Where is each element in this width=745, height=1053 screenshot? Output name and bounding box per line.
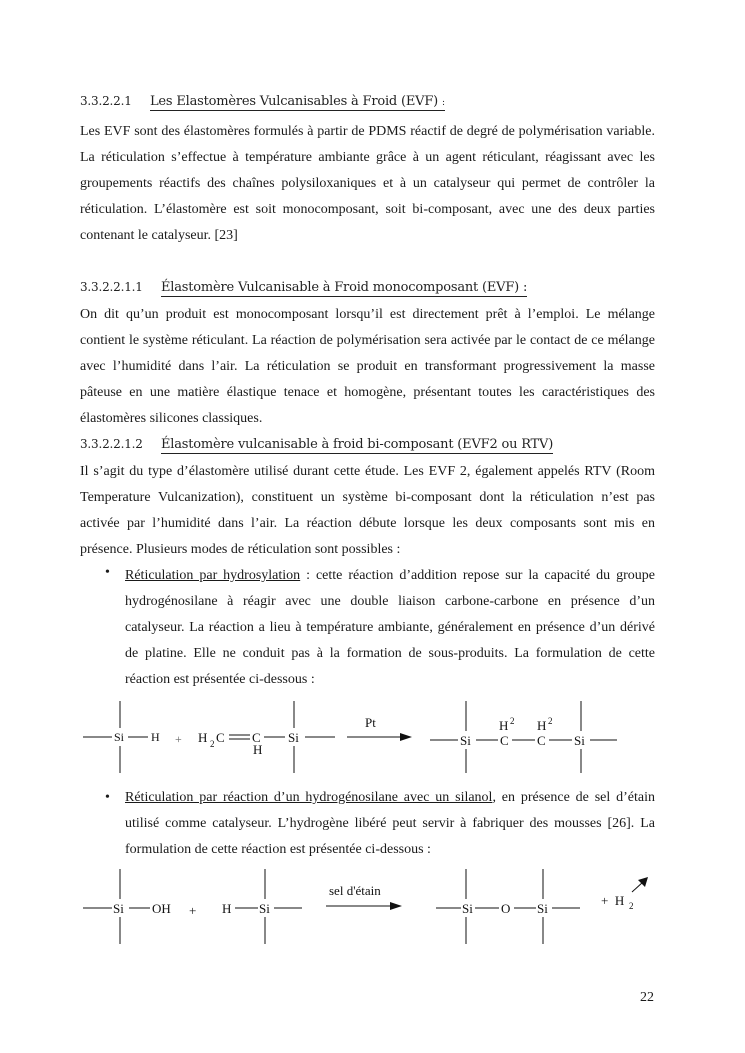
section-title-colon: : [441,98,445,108]
atom-h: H [499,718,509,733]
group-oh: OH [152,901,171,916]
section-number: 3.3.2.2.1 [80,94,132,108]
paragraph-monocomposant: On dit qu’un produit est monocomposant lorsqu’il est directement prêt à l’emploi. Le mélange contient le système réticulant. La réaction de polymérisation sera activée par le contact de ce mélange avec l’humidité dans l’air. La réticulation se produit en transformant progressivement la masse pâteuse en une matière élastique tenace et homogène, présentant toutes les caractéristiques des élastomères silicones classiques. [80,307,655,426]
subscript-2: 2 [210,739,215,749]
bullet-hydrosylation [125,563,655,693]
atom-h: H [537,718,547,733]
plus-sign: + [175,732,182,746]
atom-o: O [501,901,511,916]
hydrogen-byproduct: + H [601,893,625,908]
atom-h: H [253,742,263,757]
superscript-2: 2 [548,716,553,726]
arrow-head [390,902,402,910]
section-title: Élastomère vulcanisable à froid bi-composant (EVF2 ou RTV) [161,437,554,452]
atom-si: Si [259,901,270,916]
reaction-silanol-diagram [0,867,745,947]
bullet-lead: Réticulation par hydrosylation [125,568,301,583]
atom-c: C [537,733,546,748]
atom-si: Si [537,901,548,916]
arrow-head [400,733,412,741]
plus-sign: + [189,903,197,918]
bullet-text: : cette réaction d’addition repose sur la capacité du groupe hydrogénosilane à réagir avec une double liaison carbone-carbone en présence d’un catalyseur. La réaction a lieu à température ambiante, généralement en présence d’un dérivé de platine. Elle ne conduit pas à la formation de sous-produits. La formulation de cette réaction est présentée ci-dessous : [125,568,656,687]
bullet-marker: • [105,565,110,580]
superscript-2: 2 [510,716,515,726]
atom-si: Si [574,733,585,748]
atom-h: H [198,730,208,745]
section-number: 3.3.2.2.1.2 [80,437,143,451]
bullet-silanol [125,785,655,863]
section-heading-3-3-2-2-1 [80,94,445,109]
reaction-hydrosylation-diagram [0,695,745,785]
subscript-2: 2 [629,901,634,911]
atom-si: Si [114,730,125,744]
section-heading-3-3-2-2-1-2 [80,437,553,452]
section-number: 3.3.2.2.1.1 [80,280,143,294]
atom-h: H [151,730,160,744]
bullet-marker: • [105,790,110,805]
section-heading-3-3-2-2-1-1 [80,280,527,295]
atom-si: Si [460,733,471,748]
section-title [150,94,445,111]
atom-si: Si [462,901,473,916]
catalyst-label: sel d'étain [329,883,381,898]
section-title-text: Les Elastomères Vulcanisables à Froid (EVF) [150,94,439,109]
atom-c: C [216,730,225,745]
atom-h: H [222,901,232,916]
atom-si: Si [113,901,124,916]
atom-c: C [252,730,261,745]
page-number: 22 [640,990,654,1005]
paragraph-evf-intro: Les EVF sont des élastomères formulés à partir de PDMS réactif de degré de polymérisation variable. La réticulation s’effectue à température ambiante grâce à un agent réticulant, réagissant avec les groupements réactifs des chaînes polysiloxaniques et à un catalyseur qui permet de contrôler la réticulation. L’élastomère est soit monocomposant, soit bi-composant, avec une des deux parties contenant le catalyseur. [23] [80,124,655,243]
atom-si: Si [288,730,299,745]
atom-c: C [500,733,509,748]
catalyst-label: Pt [365,715,376,730]
bullet-lead: Réticulation par réaction d’un hydrogénosilane avec un silanol [125,790,493,805]
paragraph-bicomposant: Il s’agit du type d’élastomère utilisé durant cette étude. Les EVF 2, également appelés RTV (Room Temperature Vulcanization), constituent un système bi-composant dont la réticulation n’est pas activée par l’humidité dans l’air. La réaction débute lorsque les deux composants sont mis en présence. Plusieurs modes de réticulation sont possibles : [80,464,655,557]
section-title: Élastomère Vulcanisable à Froid monocomposant (EVF) : [161,280,528,295]
bullet-text: , en présence de sel d’étain utilisé comme catalyseur. L’hydrogène libéré peut servir à fabriquer des mousses [26]. La formulation de cette réaction est présentée ci-dessous : [125,790,655,857]
